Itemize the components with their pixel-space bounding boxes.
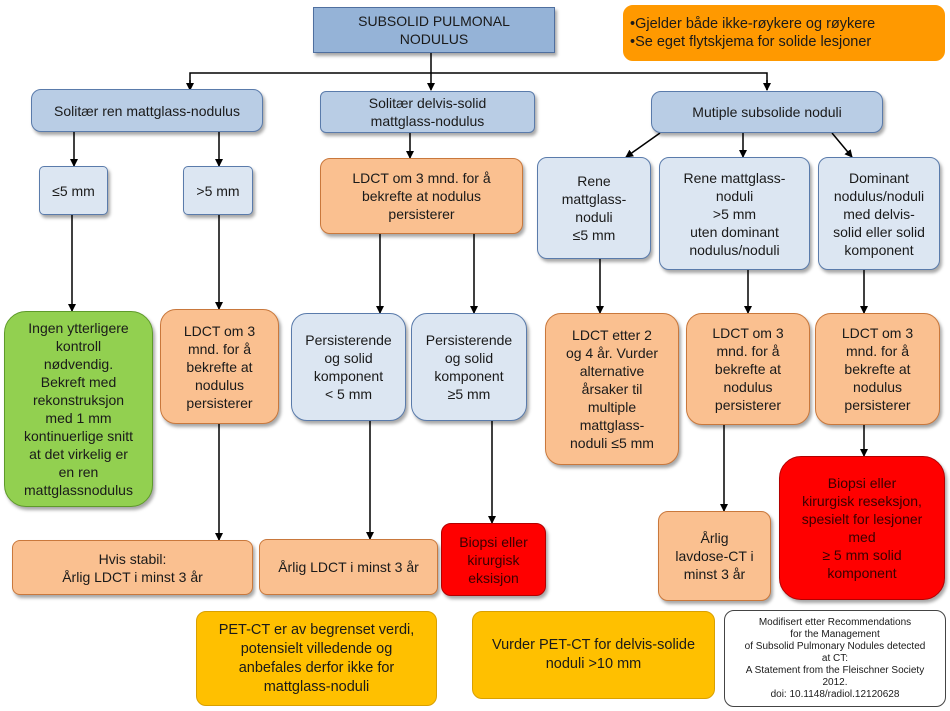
- node-stable-annual-ldct: Hvis stabil: Årlig LDCT i minst 3 år: [12, 540, 253, 595]
- branch-solitary-partsolid: Solitær delvis-solid mattglass-nodulus: [320, 91, 535, 133]
- node-persistent-solid-lt5: Persisterende og solid komponent < 5 mm: [291, 313, 406, 421]
- node-ldct-3m-partsolid: LDCT om 3 mnd. for å bekrefte at nodulus persisterer: [320, 158, 523, 234]
- note-pet-partsolid: Vurder PET-CT for delvis-solide noduli >10 mm: [472, 611, 715, 699]
- note-pet-groundglass: PET-CT er av begrenset verdi, potensielt villedende og anbefales derfor ikke for mattglass-noduli: [196, 611, 437, 706]
- node-gt5mm: >5 mm: [183, 166, 253, 215]
- node-persistent-solid-ge5: Persisterende og solid komponent ≥5 mm: [411, 313, 527, 421]
- root-branch-bar: [190, 73, 767, 90]
- arrow-multi-pure-le5: [626, 133, 660, 157]
- node-no-further-followup: Ingen ytterligere kontroll nødvendig. Bekreft med rekonstruksjon med 1 mm kontinuerlige snitt at det virkelig er en ren mattglassnodulus: [4, 311, 153, 507]
- node-annual-ldct-3y: Årlig LDCT i minst 3 år: [259, 539, 438, 595]
- node-pure-gg-le5: Rene mattglass- noduli ≤5 mm: [537, 157, 651, 259]
- source-citation: Modifisert etter Recommendations for the Management of Subsolid Pulmonary Nodules detected at CT: A Statement from the Fleischner Society 2012. doi: 10.1148/radiol.12120628: [724, 610, 946, 707]
- branch-multiple-subsolid: Mutiple subsolide noduli: [651, 91, 883, 133]
- node-ldct-2-4y: LDCT etter 2 og 4 år. Vurder alternative årsaker til multiple mattglass- noduli ≤5 mm: [545, 313, 679, 465]
- node-ldct-3m-gt5: LDCT om 3 mnd. for å bekrefte at nodulus persisterer: [160, 309, 279, 424]
- node-biopsy-resection: Biopsi eller kirurgisk reseksjon, spesielt for lesjoner med ≥ 5 mm solid komponent: [779, 456, 945, 600]
- node-le5mm: ≤5 mm: [39, 166, 108, 215]
- node-ldct-3m-multi: LDCT om 3 mnd. for å bekrefte at nodulus persisterer: [686, 313, 810, 425]
- node-biopsy-excision: Biopsi eller kirurgisk eksisjon: [441, 523, 546, 596]
- node-pure-gg-gt5: Rene mattglass- noduli >5 mm uten dominant nodulus/noduli: [659, 157, 810, 270]
- root-node: SUBSOLID PULMONAL NODULUS: [313, 7, 555, 53]
- info-note: •Gjelder både ikke-røykere og røykere •Se eget flytskjema for solide lesjoner: [623, 5, 945, 61]
- node-annual-lowdose-ct: Årlig lavdose-CT i minst 3 år: [658, 511, 771, 601]
- arrow-multi-dominant: [832, 133, 852, 157]
- branch-solitary-groundglass: Solitær ren mattglass-nodulus: [31, 89, 263, 132]
- node-ldct-3m-dominant: LDCT om 3 mnd. for å bekrefte at nodulus persisterer: [815, 313, 940, 425]
- node-dominant-nodule: Dominant nodulus/noduli med delvis- solid eller solid komponent: [818, 157, 940, 270]
